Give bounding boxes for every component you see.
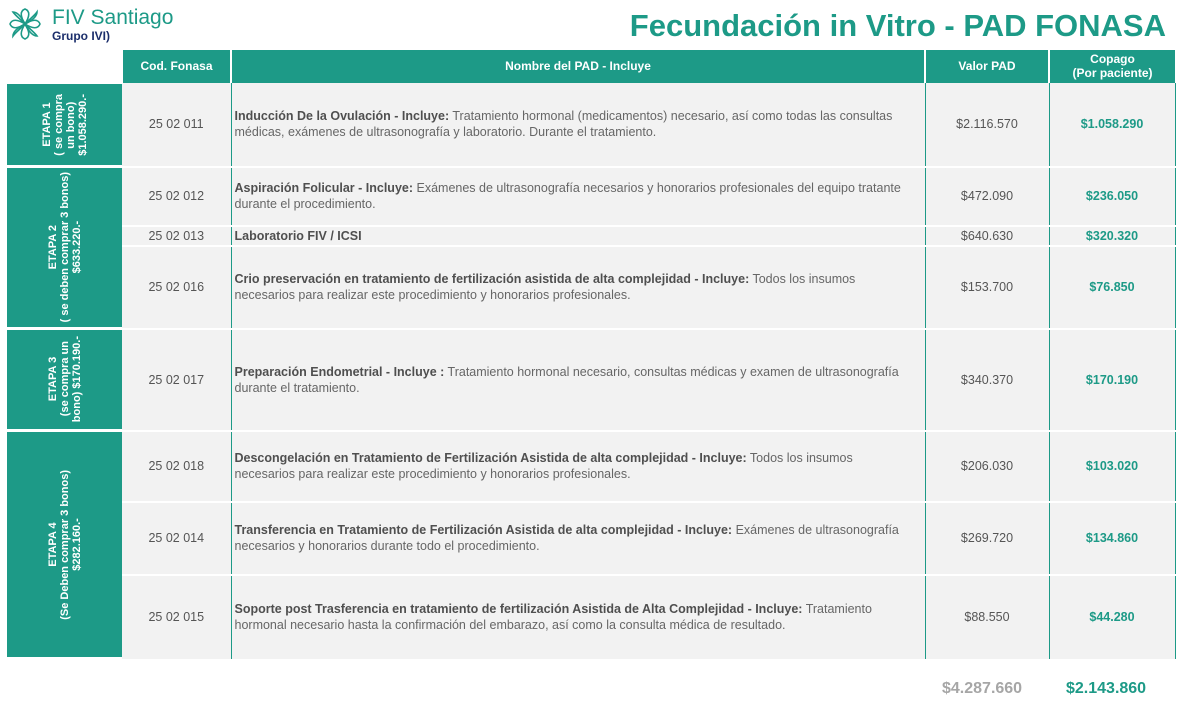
header-copago: Copago (Por paciente) [1049,50,1175,83]
valor-cell: $2.116.570 [925,83,1049,167]
nombre-cell: Soporte post Trasferencia en tratamiento de fertilización Asistida de Alta Complejidad - Incluye: Tratamiento hormonal necesario hasta la confirmación del embarazo, así como la consulta médica de resultado. [231,575,925,659]
cod-fonasa-cell: 25 02 017 [122,329,231,431]
valor-cell: $206.030 [925,431,1049,502]
table-row [7,226,1175,246]
total-copago: $2.143.860 [1066,680,1147,697]
nombre-cell: Laboratorio FIV / ICSI [231,226,925,246]
cod-fonasa-cell: 25 02 014 [122,502,231,575]
table-row [7,329,1175,431]
copago-cell: $103.020 [1049,431,1175,502]
copago-cell: $236.050 [1049,167,1175,226]
etapa-4-label: ETAPA 4 (Se Deben comprar 3 bonos) $282.160.- [7,431,122,659]
copago-cell: $44.280 [1049,575,1175,659]
table-row [7,83,1175,167]
copago-cell: $320.320 [1049,226,1175,246]
header-nombre: Nombre del PAD - Incluye [231,50,925,83]
pad-table [7,50,1176,660]
brand-name: FIV Santiago [52,6,174,29]
valor-cell: $640.630 [925,226,1049,246]
nombre-cell: Inducción De la Ovulación - Incluye: Tratamiento hormonal (medicamentos) necesario, así como todas las consultas médicas, exámenes de ultrasonografía y laboratorio. Durante el tratamiento. [231,83,925,167]
cod-fonasa-cell: 25 02 016 [122,246,231,329]
valor-cell: $340.370 [925,329,1049,431]
cod-fonasa-cell: 25 02 018 [122,431,231,502]
nombre-cell: Transferencia en Tratamiento de Fertilización Asistida de alta complejidad - Incluye: Exámenes de ultrasonografía necesarios y honorarios durante todo el procedimiento. [231,502,925,575]
valor-cell: $269.720 [925,502,1049,575]
table-row [7,575,1175,659]
table-row [7,431,1175,502]
nombre-cell: Descongelación en Tratamiento de Fertilización Asistida de alta complejidad - Incluye: Todos los insumos necesarios para realizar este procedimiento y honorarios profesionales. [231,431,925,502]
etapa-1-label: ETAPA 1 ( se compra un bono) $1.058.290.- [7,83,122,167]
valor-cell: $472.090 [925,167,1049,226]
total-valor-pad: $4.287.660 [942,680,1023,697]
cod-fonasa-cell: 25 02 011 [122,83,231,167]
cod-fonasa-cell: 25 02 012 [122,167,231,226]
cod-fonasa-cell: 25 02 015 [122,575,231,659]
header-blank [7,50,122,83]
nombre-cell: Aspiración Folicular - Incluye: Exámenes de ultrasonografía necesarios y honorarios profesionales del equipo tratante durante el procedimiento. [231,167,925,226]
copago-cell: $76.850 [1049,246,1175,329]
nombre-cell: Preparación Endometrial - Incluye : Tratamiento hormonal necesario, consultas médicas y examen de ultrasonografía durante el tratamiento. [231,329,925,431]
copago-cell: $1.058.290 [1049,83,1175,167]
header-valor: Valor PAD [925,50,1049,83]
header-cod-fonasa: Cod. Fonasa [122,50,231,83]
table-row [7,502,1175,575]
valor-cell: $88.550 [925,575,1049,659]
table-header [7,50,1175,83]
copago-cell: $134.860 [1049,502,1175,575]
page-title: Fecundación in Vitro - PAD FONASA [629,8,1166,43]
cod-fonasa-cell: 25 02 013 [122,226,231,246]
table-row [7,246,1175,329]
logo [8,4,183,44]
etapa-2-label: ETAPA 2 ( se deben comprar 3 bonos) $633.220.- [7,167,122,329]
brand-group: Grupo IVI) [52,29,110,43]
table-row [7,167,1175,226]
etapa-3-label: ETAPA 3 (se compra un bono) $170.190.- [7,329,122,431]
copago-cell: $170.190 [1049,329,1175,431]
nombre-cell: Crio preservación en tratamiento de fertilización asistida de alta complejidad - Incluye: Todos los insumos necesarios para realizar este procedimiento y honorarios profesionales. [231,246,925,329]
flower-logo-icon [8,7,42,41]
valor-cell: $153.700 [925,246,1049,329]
